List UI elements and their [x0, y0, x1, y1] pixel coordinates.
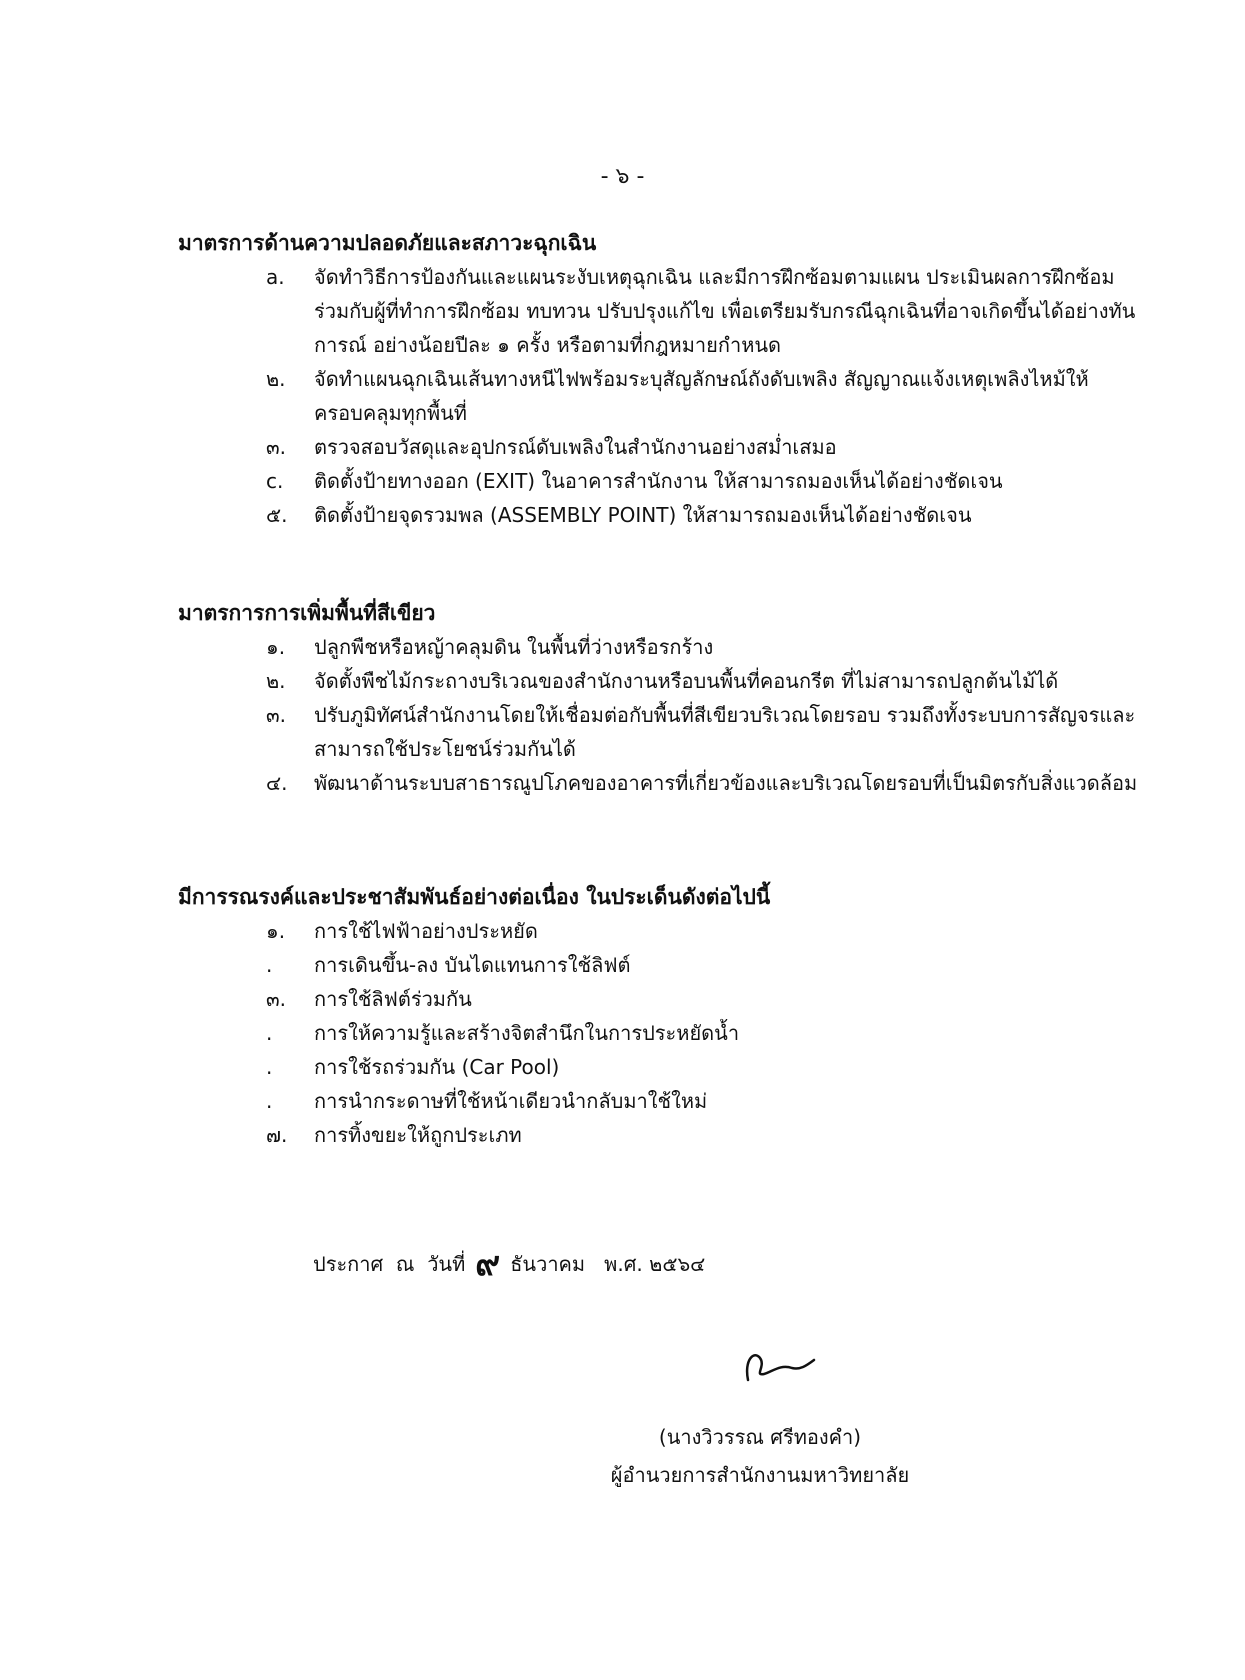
list-item	[178, 914, 1138, 948]
item-number: ๕.	[266, 503, 288, 527]
section-campaign	[178, 880, 1138, 1152]
item-number: .	[266, 953, 273, 977]
item-text: ติดตั้งป้ายจุดรวมพล (ASSEMBLY POINT) ให้สามารถมองเห็นได้อย่างชัดเจน	[314, 503, 972, 527]
item-number: c.	[266, 469, 284, 493]
item-number: ๓.	[266, 987, 287, 1011]
signer-position: ผู้อำนวยการสำนักงานมหาวิทยาลัย	[610, 1463, 910, 1487]
announcement-date	[313, 1236, 705, 1290]
item-text: การเดินขึ้น-ลง บันไดแทนการใช้ลิฟต์	[314, 953, 631, 977]
announcement-day: ๙	[475, 1244, 501, 1284]
item-number: ๗.	[266, 1123, 288, 1147]
item-text: ตรวจสอบวัสดุและอุปกรณ์ดับเพลิงในสำนักงานอย่างสม่ำเสมอ	[314, 435, 837, 459]
item-text: ปลูกพืชหรือหญ้าคลุมดิน ในพื้นที่ว่างหรือรกร้าง	[314, 635, 714, 659]
list-item	[178, 464, 1138, 498]
item-text: การนำกระดาษที่ใช้หน้าเดียวนำกลับมาใช้ใหม่	[314, 1089, 708, 1113]
item-number: .	[266, 1021, 273, 1045]
signature-mark	[740, 1340, 820, 1390]
section-title: มาตรการด้านความปลอดภัยและสภาวะฉุกเฉิน	[178, 231, 597, 255]
list-item	[178, 1016, 1138, 1050]
signer-block	[560, 1418, 960, 1494]
list-item	[178, 362, 1138, 430]
list-item	[178, 498, 1138, 532]
list-item	[178, 982, 1138, 1016]
item-text: การใช้รถร่วมกัน (Car Pool)	[314, 1055, 560, 1079]
list-item	[178, 698, 1138, 766]
item-number: .	[266, 1055, 273, 1079]
item-number: ๔.	[266, 771, 288, 795]
section-title: มาตรการการเพิ่มพื้นที่สีเขียว	[178, 601, 436, 625]
item-text: จัดทำแผนฉุกเฉินเส้นทางหนีไฟพร้อมระบุสัญลักษณ์ถังดับเพลิง สัญญาณแจ้งเหตุเพลิงไหม้ให้ครอบคลุมทุกพื้นที่	[314, 367, 1089, 425]
list-item	[178, 430, 1138, 464]
announcement-suffix: ธันวาคม พ.ศ. ๒๕๖๔	[510, 1252, 706, 1276]
item-text: พัฒนาด้านระบบสาธารณูปโภคของอาคารที่เกี่ยวข้องและบริเวณโดยรอบที่เป็นมิตรกับสิ่งแวดล้อม	[314, 771, 1138, 795]
item-text: ปรับภูมิทัศน์สำนักงานโดยให้เชื่อมต่อกับพื้นที่สีเขียวบริเวณโดยรอบ รวมถึงทั้งระบบการสัญจรและสามารถใช้ประโยชน์ร่วมกันได้	[314, 703, 1136, 761]
list-item	[178, 1084, 1138, 1118]
section-green-area	[178, 596, 1138, 800]
list-item	[178, 766, 1138, 800]
item-number: ๑.	[266, 919, 286, 943]
item-text: การใช้ลิฟต์ร่วมกัน	[314, 987, 472, 1011]
item-number: ๓.	[266, 703, 287, 727]
item-number: ๑.	[266, 635, 286, 659]
item-text: การทิ้งขยะให้ถูกประเภท	[314, 1123, 522, 1147]
section-safety	[178, 226, 1138, 532]
item-number: .	[266, 1089, 273, 1113]
item-number: ๓.	[266, 435, 287, 459]
list-item	[178, 1050, 1138, 1084]
item-text: การใช้ไฟฟ้าอย่างประหยัด	[314, 919, 538, 943]
announcement-prefix: ประกาศ ณ วันที่	[313, 1252, 466, 1276]
item-text: การให้ความรู้และสร้างจิตสำนึกในการประหยัดน้ำ	[314, 1021, 740, 1045]
item-number: a.	[266, 265, 285, 289]
list-item	[178, 260, 1138, 362]
list-item	[178, 1118, 1138, 1152]
item-text: จัดตั้งพืชไม้กระถางบริเวณของสำนักงานหรือบนพื้นที่คอนกรีต ที่ไม่สามารถปลูกต้นไม้ได้	[314, 669, 1059, 693]
item-number: ๒.	[266, 367, 286, 391]
signer-name: (นางวิวรรณ ศรีทองคำ)	[658, 1425, 862, 1449]
section-title: มีการรณรงค์และประชาสัมพันธ์อย่างต่อเนื่อง ในประเด็นดังต่อไปนี้	[178, 885, 771, 909]
list-item	[178, 948, 1138, 982]
list-item	[178, 664, 1138, 698]
list-item	[178, 630, 1138, 664]
item-text: จัดทำวิธีการป้องกันและแผนระงับเหตุฉุกเฉิน และมีการฝึกซ้อมตามแผน ประเมินผลการฝึกซ้อมร่วมกับผู้ที่ทำการฝึกซ้อม ทบทวน ปรับปรุงแก้ไข เพื่อเตรียมรับกรณีฉุกเฉินที่อาจเกิดขึ้นได้อย่างทันการณ์ อย่างน้อยปีละ ๑ ครั้ง หรือตามที่กฎหมายกำหนด	[314, 265, 1136, 357]
item-number: ๒.	[266, 669, 286, 693]
item-text: ติดตั้งป้ายทางออก (EXIT) ในอาคารสำนักงาน ให้สามารถมองเห็นได้อย่างชัดเจน	[314, 469, 1003, 493]
page-number: - ๖ -	[600, 164, 645, 189]
